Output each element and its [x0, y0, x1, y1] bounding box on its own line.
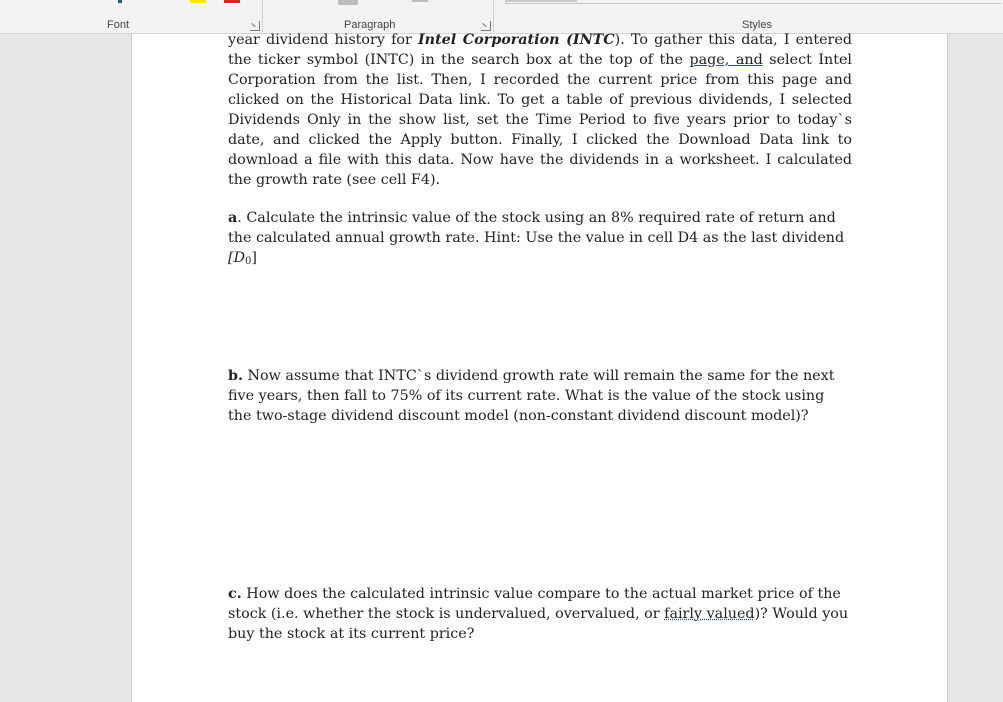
font-group-label: Font — [107, 19, 130, 31]
font-color-swatch[interactable] — [224, 0, 240, 3]
paragraph-group-label: Paragraph — [344, 19, 396, 31]
ribbon-divider — [493, 0, 494, 32]
grammar-underline-text[interactable]: page, and — [689, 52, 763, 68]
question-c-letter: c. — [228, 586, 242, 602]
question-a — [228, 208, 852, 272]
question-b-letter: b. — [228, 368, 243, 384]
dividend-symbol — [228, 250, 257, 266]
question-c — [228, 584, 852, 644]
intro-text-1: year dividend history for — [228, 32, 418, 48]
intro-text-3: select Intel Corporation from the list. Then, I recorded the current price from this page and clicked on the Historical Data link. To get a table of previous dividends, I selected Dividends Only in the show list, set the Time Period to five years prior to today`s date, and clicked the Apply button. Finally, I clicked the Download Data link to download a file with this data. Now have the dividends in a worksheet. I calculated the growth rate (see cell F4). — [228, 52, 852, 188]
dividend-symbol-open: [D — [228, 250, 246, 266]
question-c-text-1: How does the calculated intrinsic value compare to the actual market price of the stock (i.e. whether the stock is undervalued, overvalued, or — [228, 586, 841, 622]
styles-gallery[interactable] — [505, 0, 1001, 4]
grammar-dotted-text[interactable]: fairly valued — [664, 606, 755, 622]
blue-tick-icon — [118, 0, 122, 3]
document-page[interactable] — [131, 34, 948, 702]
intro-text-2: ). To gather this data, I entered the ticker symbol (INTC) in the search box at the top of the — [228, 32, 852, 68]
paragraph-tool-icon[interactable] — [338, 0, 358, 5]
highlight-color-swatch[interactable] — [190, 0, 206, 3]
question-b — [228, 366, 852, 426]
paragraph-tool-icon-2[interactable] — [412, 0, 428, 2]
ribbon — [0, 0, 1003, 34]
dividend-subscript: 0 — [245, 256, 252, 267]
ribbon-divider — [262, 0, 263, 32]
styles-group-label: Styles — [742, 19, 772, 31]
question-b-text: Now assume that INTC`s dividend growth rate will remain the same for the next five years, then fall to 75% of its current rate. What is the value of the stock using the two-stage dividend discount model (non-constant dividend discount model)? — [228, 368, 835, 424]
question-a-text: . Calculate the intrinsic value of the stock using an 8% required rate of return and the calculated annual growth rate. Hint: Use the value in cell D4 as the last dividend — [228, 210, 845, 246]
intro-paragraph — [228, 30, 852, 190]
question-c-text-2: )? Would you buy the stock at its current price? — [228, 606, 849, 642]
styles-gallery-item[interactable] — [505, 0, 577, 2]
company-name: Intel Corporation (INTC — [417, 32, 615, 48]
question-a-letter: a — [228, 210, 238, 226]
dividend-symbol-close: ] — [251, 250, 257, 266]
